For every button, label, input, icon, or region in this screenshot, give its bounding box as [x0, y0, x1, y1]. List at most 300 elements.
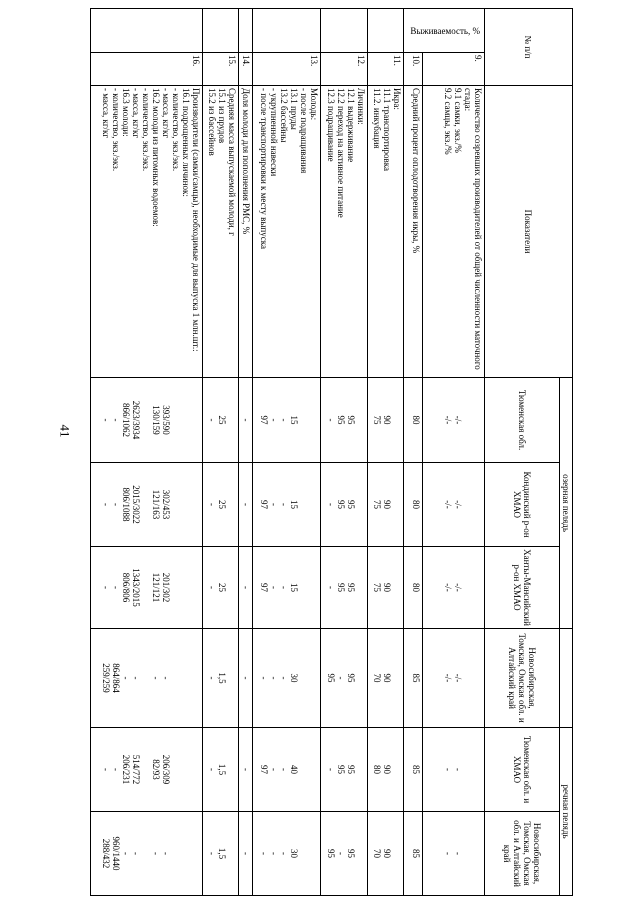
value-line: 95	[336, 415, 347, 425]
value-line: -/-	[443, 673, 453, 683]
value-line: -/-	[453, 583, 463, 592]
value-line	[181, 631, 191, 725]
indicator-line: - масса, кг/кг	[160, 88, 171, 139]
value-line: -	[240, 768, 251, 772]
value-cell-v2	[91, 463, 203, 547]
row-indicator	[422, 86, 484, 378]
header-col-tyumen: Тюменская обл.	[485, 378, 560, 463]
value-line: 866/1062	[120, 403, 131, 438]
value-line: 90	[381, 849, 392, 859]
value-line: 130/159	[150, 405, 161, 435]
indicator-line: 16.1 подрощенных личинок:	[180, 88, 191, 197]
value-line: 75	[371, 500, 382, 510]
indicator-line: Количество созревших производителей от общей численности маточного стада:	[463, 88, 483, 370]
value-line: -	[279, 418, 290, 422]
value-line	[299, 380, 309, 460]
row-indicator	[238, 86, 252, 378]
table-row	[91, 9, 203, 896]
value-line	[473, 380, 483, 460]
value-line: 95	[346, 765, 357, 775]
value-cell-v3	[252, 547, 320, 629]
value-line: 25	[216, 583, 227, 593]
value-line	[181, 380, 191, 460]
value-cell-v5	[403, 728, 422, 812]
indicator-line: Производители (самки/самцы), необходимые для выпуска 1 млн.шт.:	[190, 88, 201, 352]
indicator-line: 16.2 молоди из питомных водоемов:	[150, 88, 161, 227]
value-line: -	[443, 768, 453, 772]
value-line	[191, 549, 201, 626]
value-line: -	[130, 852, 141, 856]
value-cell-v1	[321, 378, 368, 463]
row-indicator	[91, 86, 203, 378]
value-line: 95	[346, 415, 357, 425]
value-line: 30	[289, 673, 300, 683]
value-cell-v4	[202, 629, 238, 728]
value-line: 90	[381, 500, 392, 510]
row-indicator	[403, 86, 422, 378]
row-number: 15.	[202, 53, 238, 86]
row-indicator	[202, 86, 238, 378]
value-line: 85	[410, 673, 421, 683]
value-line: -	[206, 503, 217, 507]
value-cell-v4	[368, 629, 404, 728]
value-line	[171, 465, 181, 544]
value-cell-v6	[422, 812, 484, 896]
value-line	[392, 465, 402, 544]
value-line: -	[326, 586, 337, 590]
indicator-line: - после подращивания	[299, 88, 310, 174]
row-number: 16.	[91, 53, 203, 86]
value-line: 90	[381, 765, 392, 775]
value-line	[392, 730, 402, 809]
value-line: 206/309	[160, 754, 171, 785]
value-line	[309, 380, 319, 460]
table-row	[238, 9, 252, 896]
value-line	[191, 730, 201, 809]
value-line: -	[326, 768, 337, 772]
table-row	[403, 9, 422, 896]
value-cell-v3	[321, 547, 368, 629]
value-line: -	[100, 503, 111, 507]
value-line: 806/1088	[120, 487, 131, 522]
indicator-line: - после транспортировки к месту выпуска	[259, 88, 270, 249]
value-line: -	[279, 586, 290, 590]
value-cell-v2	[403, 463, 422, 547]
table-body	[91, 9, 485, 896]
value-line: 70	[371, 849, 382, 859]
indicator-line: 12.3 подращивание	[326, 88, 337, 162]
table-row	[422, 9, 484, 896]
value-line: 95	[346, 500, 357, 510]
value-line: 95	[336, 500, 347, 510]
value-line: 806/806	[120, 572, 131, 603]
value-line	[227, 549, 237, 626]
value-line	[227, 380, 237, 460]
value-line: 864/864	[110, 663, 121, 693]
value-line: 97	[259, 765, 270, 775]
value-line: 85	[410, 849, 421, 859]
value-line	[309, 465, 319, 544]
value-line: -	[100, 418, 111, 422]
header-col-novosib: Новосибирская, Томская, Омская обл. и Алтайский край	[485, 629, 560, 728]
indicator-line: 11.1 транспортировка	[381, 88, 392, 171]
value-line: 95	[326, 673, 337, 683]
indicator-line: 9.1 самки, экз./%	[453, 88, 463, 153]
header-num: № п/п	[485, 9, 573, 86]
value-line: 95	[346, 849, 357, 859]
indicator-line: 15.1 из прудов	[216, 88, 227, 144]
value-line	[227, 814, 237, 893]
value-line: 25	[216, 500, 227, 510]
value-line: -	[206, 586, 217, 590]
value-line: -	[269, 676, 280, 680]
value-line: -	[150, 676, 161, 680]
value-line: -	[206, 418, 217, 422]
indicator-line: - масса, кг/кг	[130, 88, 141, 139]
value-line: -	[259, 676, 270, 680]
value-cell-v2	[238, 463, 252, 547]
value-line	[171, 549, 181, 626]
value-line: -	[240, 676, 251, 680]
indicator-line: 16.3 молоди:	[120, 88, 131, 137]
row-number: 14.	[238, 53, 252, 86]
value-line: 97	[259, 415, 270, 425]
value-line: 75	[371, 415, 382, 425]
value-line: 288/432	[100, 838, 111, 869]
value-line: -	[160, 676, 171, 680]
value-line: 2623/3934	[130, 400, 141, 440]
value-line: -	[326, 418, 337, 422]
indicator-line: - масса, кг/кг	[100, 88, 111, 139]
rotated-table-container	[90, 8, 573, 895]
table-row	[252, 9, 320, 896]
indicator-line: Личинки:	[356, 88, 367, 125]
value-line: -	[336, 852, 347, 856]
indicator-line: Молодь:	[309, 88, 320, 121]
value-line	[309, 631, 319, 725]
value-line: -	[240, 586, 251, 590]
value-line: 393/590	[160, 405, 171, 435]
header-col-khanty: Ханты-Мансийский р-он ХМАО	[485, 547, 560, 629]
value-line: 95	[346, 583, 357, 593]
value-cell-v1	[403, 378, 422, 463]
page-number: 41	[57, 424, 73, 438]
value-line	[356, 814, 366, 893]
value-line	[191, 814, 201, 893]
value-line: -/-	[453, 500, 463, 509]
value-line	[473, 631, 483, 725]
value-cell-v6	[238, 812, 252, 896]
value-line	[181, 465, 191, 544]
value-line	[392, 631, 402, 725]
value-line: -	[120, 852, 131, 856]
value-line: -/-	[443, 415, 453, 425]
value-line	[191, 380, 201, 460]
indicator-line: - количество, экз./экз.	[110, 88, 121, 172]
value-cell-v6	[403, 812, 422, 896]
value-line	[356, 549, 366, 626]
header-col-kondinsky: Кондинский р-он ХМАО	[485, 463, 560, 547]
value-line	[356, 730, 366, 809]
row-indicator	[321, 86, 368, 378]
value-line	[392, 380, 402, 460]
indicator-line: 15.2 из бассейнов	[206, 88, 217, 156]
value-line	[392, 549, 402, 626]
header-indicator: Показатели	[485, 86, 573, 378]
value-line	[299, 549, 309, 626]
value-line: 85	[410, 765, 421, 775]
indicator-line: 12.2 переход на активное питание	[336, 88, 347, 218]
value-cell-v2	[422, 463, 484, 547]
indicator-line: Доля молоди для пополнения РМС, %	[240, 88, 251, 235]
value-cell-v2	[252, 463, 320, 547]
value-line: 259/259	[100, 663, 111, 693]
value-line	[309, 549, 319, 626]
value-line: -	[279, 852, 290, 856]
value-cell-v2	[202, 463, 238, 547]
value-cell-v6	[202, 812, 238, 896]
value-line: 15	[289, 415, 300, 425]
value-cell-v3	[422, 547, 484, 629]
value-line: 15	[289, 500, 300, 510]
value-line: -	[110, 503, 121, 507]
value-line: 206/231	[120, 754, 131, 785]
value-cell-v1	[368, 378, 404, 463]
value-line: 121/163	[150, 489, 161, 520]
value-line	[473, 465, 483, 544]
value-line	[299, 631, 309, 725]
value-line: -	[150, 852, 161, 856]
table-row	[368, 9, 404, 896]
value-line: -	[326, 503, 337, 507]
value-line: 95	[336, 583, 347, 593]
value-line: -	[160, 852, 171, 856]
empty-cell	[91, 9, 203, 53]
value-cell-v1	[422, 378, 484, 463]
empty-cell	[202, 9, 238, 53]
value-line: -/-	[443, 500, 453, 509]
value-line	[299, 465, 309, 544]
value-line: 90	[381, 673, 392, 683]
value-cell-v4	[238, 629, 252, 728]
indicator-line: Икра:	[391, 88, 402, 110]
value-line: -	[259, 852, 270, 856]
value-line	[473, 730, 483, 809]
value-line: 80	[410, 583, 421, 593]
value-line: -	[120, 676, 131, 680]
row-indicator	[368, 86, 404, 378]
value-line	[141, 631, 151, 725]
value-line: 1343/2015	[130, 568, 141, 607]
value-line: -	[100, 768, 111, 772]
value-line	[463, 631, 473, 725]
value-line	[227, 465, 237, 544]
value-cell-v4	[422, 629, 484, 728]
value-line	[473, 549, 483, 626]
value-line: -	[110, 418, 121, 422]
value-line: 302/453	[160, 489, 171, 520]
value-cell-v1	[238, 378, 252, 463]
value-cell-v5	[252, 728, 320, 812]
value-line	[181, 730, 191, 809]
row-number: 9.	[422, 53, 484, 86]
value-line: -	[269, 586, 280, 590]
value-cell-v5	[238, 728, 252, 812]
row-number: 13.	[252, 53, 320, 86]
value-line	[463, 730, 473, 809]
value-line: 15	[289, 583, 300, 593]
value-line: 1,5	[216, 847, 227, 860]
value-line	[141, 730, 151, 809]
value-line: 121/121	[150, 572, 161, 603]
value-line: -	[453, 852, 463, 856]
header-group-lake-empty	[560, 629, 573, 728]
value-cell-v3	[403, 547, 422, 629]
value-line: 97	[259, 583, 270, 593]
value-cell-v1	[252, 378, 320, 463]
table-row	[202, 9, 238, 896]
value-line: -	[206, 676, 217, 680]
value-line	[141, 814, 151, 893]
value-cell-v4	[91, 629, 203, 728]
indicator-line: - укрупненной навески	[269, 88, 280, 177]
header-group-lake: озерная пелядь	[560, 378, 573, 629]
value-line	[299, 814, 309, 893]
value-line: -	[453, 768, 463, 772]
indicator-line: - количество, экз./экз.	[170, 88, 181, 172]
value-line	[392, 814, 402, 893]
value-line	[141, 380, 151, 460]
value-line	[473, 814, 483, 893]
value-line: -	[336, 676, 347, 680]
value-line: -/-	[453, 673, 463, 683]
value-line: -/-	[453, 415, 463, 425]
indicator-line: Средняя масса выпускаемой молоди, г	[226, 88, 237, 236]
value-line	[141, 549, 151, 626]
empty-cell	[252, 9, 320, 53]
value-line: -	[206, 852, 217, 856]
value-line: 514/772	[130, 754, 141, 785]
value-line: -	[269, 503, 280, 507]
data-table	[90, 8, 573, 896]
indicator-line: 11.2. инкубация	[371, 88, 382, 149]
value-line: -	[269, 852, 280, 856]
indicator-line: 13.2 бассейны	[279, 88, 290, 143]
row-indicator	[252, 86, 320, 378]
value-cell-v4	[252, 629, 320, 728]
value-line	[181, 549, 191, 626]
value-line: -	[443, 852, 453, 856]
value-cell-v5	[422, 728, 484, 812]
value-line: -	[279, 676, 290, 680]
empty-cell	[368, 9, 404, 53]
value-line: -	[240, 418, 251, 422]
value-line	[463, 465, 473, 544]
value-line: 80	[371, 765, 382, 775]
value-line: 97	[259, 500, 270, 510]
row-number: 12.	[321, 53, 368, 86]
value-cell-v3	[202, 547, 238, 629]
value-line	[309, 814, 319, 893]
value-line	[299, 730, 309, 809]
side-label: Выживаемость, %	[410, 25, 480, 36]
indicator-line: 13.1 пруды	[289, 88, 300, 130]
value-line	[171, 380, 181, 460]
value-cell-v5	[91, 728, 203, 812]
row-number: 11.	[368, 53, 404, 86]
value-line	[141, 465, 151, 544]
empty-cell	[321, 9, 368, 53]
value-line: -/-	[443, 583, 453, 592]
value-line	[181, 814, 191, 893]
value-line: 2015/3022	[130, 485, 141, 524]
value-cell-v5	[202, 728, 238, 812]
value-line: -	[279, 768, 290, 772]
value-cell-v1	[91, 378, 203, 463]
value-line: -	[240, 503, 251, 507]
value-line	[227, 730, 237, 809]
value-line: 95	[326, 849, 337, 859]
header-col-tyumen-khmao: Тюменская обл. и ХМАО	[485, 728, 560, 812]
row-number: 10.	[403, 53, 422, 86]
value-line: -	[110, 768, 121, 772]
value-cell-v5	[368, 728, 404, 812]
value-line	[356, 380, 366, 460]
value-cell-v4	[403, 629, 422, 728]
value-line	[309, 730, 319, 809]
side-label-cell	[403, 9, 484, 53]
value-line: -	[206, 768, 217, 772]
indicator-line: - количество, экз./экз.	[140, 88, 151, 172]
value-line: 1,5	[216, 763, 227, 776]
value-line: -	[130, 676, 141, 680]
value-cell-v2	[368, 463, 404, 547]
value-cell-v6	[91, 812, 203, 896]
value-line: 80	[410, 500, 421, 510]
indicator-line: Средний процент оплодотворения икры, %	[410, 88, 421, 254]
value-line	[191, 465, 201, 544]
value-line: 90	[381, 583, 392, 593]
value-line: 25	[216, 415, 227, 425]
value-cell-v3	[238, 547, 252, 629]
value-cell-v2	[321, 463, 368, 547]
value-line: -	[269, 418, 280, 422]
value-line: 70	[371, 673, 382, 683]
value-cell-v6	[321, 812, 368, 896]
value-line: -	[110, 586, 121, 590]
value-line: 95	[336, 765, 347, 775]
value-line: 75	[371, 583, 382, 593]
value-line	[356, 631, 366, 725]
value-line	[171, 730, 181, 809]
value-cell-v5	[321, 728, 368, 812]
value-line: 30	[289, 849, 300, 859]
value-line	[171, 814, 181, 893]
value-line: 95	[346, 673, 357, 683]
table-row	[321, 9, 368, 896]
value-line	[227, 631, 237, 725]
value-line: 80	[410, 415, 421, 425]
indicator-line: 9.2 самцы, экз./%	[443, 88, 453, 155]
value-cell-v6	[368, 812, 404, 896]
empty-cell	[238, 9, 252, 53]
value-line: 201/302	[160, 572, 171, 603]
value-line	[463, 814, 473, 893]
header-group-river: речная пелядь	[560, 728, 573, 896]
value-line: 40	[289, 765, 300, 775]
value-line: 1,5	[216, 672, 227, 684]
value-cell-v1	[202, 378, 238, 463]
